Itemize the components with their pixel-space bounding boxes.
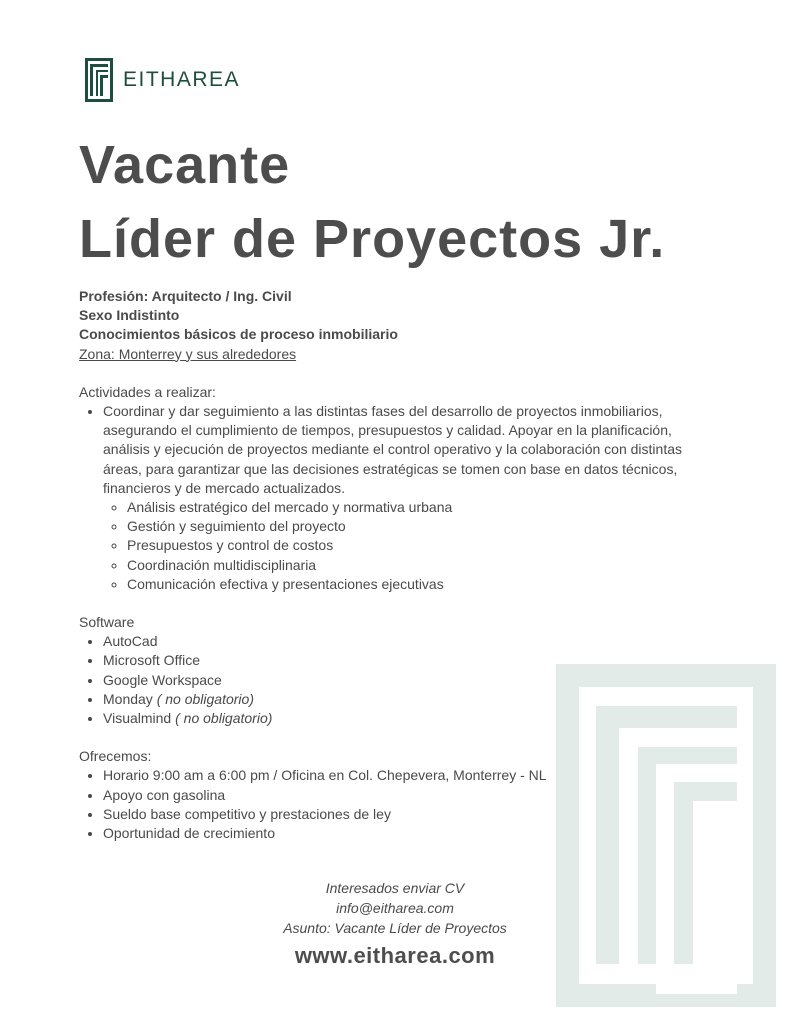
website-link[interactable]: www.eitharea.com [294,943,496,968]
activities-description: Coordinar y dar seguimiento a las distintas fases del desarrollo de proyectos inmobiliarios, asegurando el cumplimiento de tiempos, presupuestos y calidad. Apoyar en la planificación, análisis y ejecución de proyectos mediante el control operativo y la colaboración con distintas áreas, para garantizar que las decisiones estratégicas se tomen con base en datos técnicos, financieros y de mercado actualizados. [103,403,682,496]
software-name: Monday [103,690,153,707]
list-item: ◦ Presupuestos y control de costos [127,536,719,555]
brand-name: EITHAREA [123,68,241,91]
job-description [79,287,719,843]
list-item: • Apoyo con gasolina [103,786,719,805]
software-name: Google Workspace [103,671,222,688]
activities-sublist [103,498,719,594]
brand-mark-icon [85,58,113,102]
brand-logo [85,58,240,102]
profession-text: Profesión: Arquitecto / Ing. Civil [79,288,292,304]
activities-list [79,402,719,594]
software-list [79,632,719,728]
list-item [103,402,719,594]
software-name: Visualmind [103,710,172,727]
list-item [103,651,719,670]
list-item: • Horario 9:00 am a 6:00 pm / Oficina en Col. Chepevera, Monterrey - NL [103,766,719,785]
contact-subject: Asunto: Vacante Líder de Proyectos [283,920,507,936]
software-label: Software [79,614,135,631]
contact-intro: Interesados enviar CV [325,880,465,896]
list-item [103,709,719,728]
knowledge-text: Conocimientos básicos de proceso inmobiliario [79,326,398,343]
contact-email-link[interactable]: info@eitharea.com [336,900,454,916]
activities-label: Actividades a realizar: [79,383,216,400]
title-line-2: Líder de Proyectos Jr. [79,209,666,269]
offer-list [79,766,719,843]
list-item: ◦ Análisis estratégico del mercado y normativa urbana [127,498,719,517]
offer-label: Ofrecemos: [79,748,152,765]
page-title [79,128,665,276]
list-item: ◦ Coordinación multidisciplinaria [127,556,719,575]
list-item [103,690,719,709]
list-item [103,632,719,651]
list-item: • Sueldo base competitivo y prestaciones de ley [103,805,719,824]
software-note: ( no obligatorio) [175,710,273,727]
software-note: ( no obligatorio) [156,690,254,707]
list-item [103,671,719,690]
list-item: • Oportunidad de crecimiento [103,824,719,843]
contact-block [230,878,560,938]
list-item: ◦ Comunicación efectiva y presentaciones ejecutivas [127,575,719,594]
title-line-1: Vacante [79,135,291,195]
sex-text: Sexo Indistinto [79,307,180,324]
list-item: ◦ Gestión y seguimiento del proyecto [127,517,719,536]
software-name: AutoCad [103,633,158,650]
software-name: Microsoft Office [103,652,200,669]
zone-text: Zona: Monterrey y sus alrededores [79,345,297,362]
